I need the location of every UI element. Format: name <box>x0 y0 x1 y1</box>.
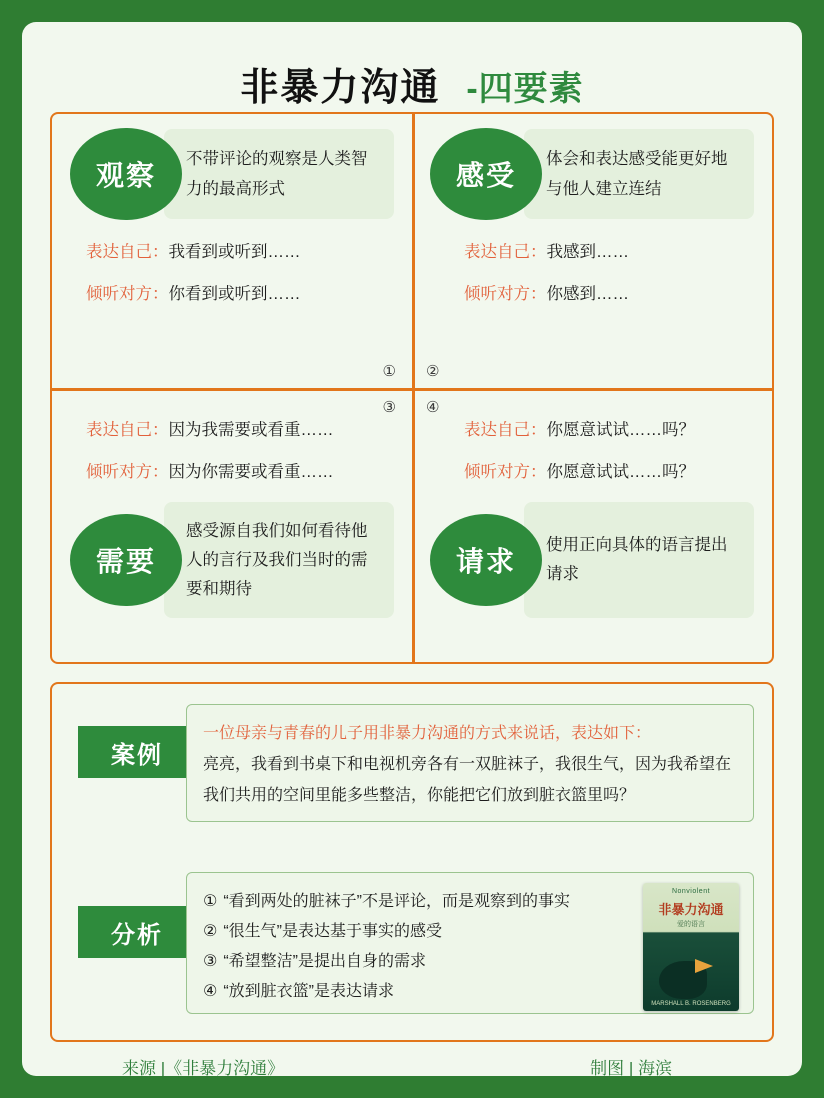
case-flag-label: 案例 <box>78 726 196 778</box>
quadrant-request <box>412 388 772 662</box>
feeling-self-label: 表达自己： <box>464 243 547 261</box>
need-other-label: 倾听对方： <box>86 463 169 481</box>
case-panel <box>186 704 754 822</box>
analysis-item-text: “看到两处的脏袜子”不是评论，而是观察到的事实 <box>223 893 571 910</box>
analysis-panel <box>186 872 754 1014</box>
feeling-other-text: 你感到…… <box>546 285 629 303</box>
request-self-label: 表达自己： <box>464 421 547 439</box>
request-header <box>430 502 754 618</box>
case-lead-text: 一位母亲与青春的儿子用非暴力沟通的方式来说话，表达如下： <box>203 725 652 742</box>
request-keyword-bubble: 请求 <box>430 514 542 606</box>
analysis-item-index: ③ <box>203 953 218 970</box>
request-other-label: 倾听对方： <box>464 463 547 481</box>
need-other-text: 因为你需要或看重…… <box>168 463 334 481</box>
case-body-text: 亮亮，我看到书桌下和电视机旁各有一双脏袜子，我很生气，因为我希望在我们共用的空间里能多些整洁，你能把它们放到脏衣篮里吗？ <box>203 756 732 804</box>
observation-self-label: 表达自己： <box>86 243 169 261</box>
analysis-item-text: “很生气”是表达基于事实的感受 <box>223 923 443 940</box>
request-other-line <box>464 458 754 486</box>
request-phrases <box>430 416 754 486</box>
footer-source: 来源 |《非暴力沟通》 <box>122 1059 285 1076</box>
analysis-item-index: ② <box>203 923 218 940</box>
request-self-line <box>464 416 754 444</box>
example-analysis-box <box>50 682 774 1042</box>
observation-header <box>70 128 394 220</box>
feeling-description: 体会和表达感受能更好地与他人建立连结 <box>524 129 754 219</box>
need-header <box>70 502 394 618</box>
quadrant-number-3: ③ <box>382 399 396 416</box>
title-sub: -四要素 <box>466 70 584 108</box>
analysis-item-index: ④ <box>203 983 218 1000</box>
need-description: 感受源自我们如何看待他人的言行及我们当时的需要和期待 <box>164 502 394 618</box>
quadrant-need <box>52 388 412 662</box>
feeling-header <box>430 128 754 220</box>
observation-other-text: 你看到或听到…… <box>168 285 301 303</box>
four-elements-grid <box>50 112 774 664</box>
need-self-line <box>86 416 394 444</box>
quadrant-number-4: ④ <box>426 399 440 416</box>
quadrant-number-2: ② <box>426 363 440 380</box>
need-self-text: 因为我需要或看重…… <box>168 421 334 439</box>
book-title-cn: 非暴力沟通 <box>658 902 724 917</box>
observation-description: 不带评论的观察是人类智力的最高形式 <box>164 129 394 219</box>
observation-other-label: 倾听对方： <box>86 285 169 303</box>
feeling-self-line <box>464 238 754 266</box>
observation-other-line <box>86 280 394 308</box>
analysis-flag-label: 分析 <box>78 906 196 958</box>
analysis-item-text: “放到脏衣篮”是表达请求 <box>223 983 395 1000</box>
book-line1: Nonviolent <box>671 888 711 895</box>
quadrant-number-1: ① <box>382 363 396 380</box>
feeling-self-text: 我感到…… <box>546 243 629 261</box>
need-self-label: 表达自己： <box>86 421 169 439</box>
footer-credit: 制图 | 海滨 <box>590 1059 672 1076</box>
need-other-line <box>86 458 394 486</box>
quadrant-observation <box>52 114 412 388</box>
request-other-text: 你愿意试试……吗？ <box>546 463 695 481</box>
need-keyword-bubble: 需要 <box>70 514 182 606</box>
book-cover-image <box>643 883 739 1011</box>
page-title <box>22 56 802 111</box>
bird-beak-icon <box>695 959 713 973</box>
feeling-other-line <box>464 280 754 308</box>
analysis-item-text: “希望整洁”是提出自身的需求 <box>223 953 427 970</box>
feeling-phrases <box>430 238 754 308</box>
book-subtitle-cn: 爱的语言 <box>677 921 705 928</box>
analysis-item-index: ① <box>203 893 218 910</box>
observation-self-line <box>86 238 394 266</box>
request-self-text: 你愿意试试……吗？ <box>546 421 695 439</box>
feeling-keyword-bubble: 感受 <box>430 128 542 220</box>
observation-keyword-bubble: 观察 <box>70 128 182 220</box>
quadrant-feeling <box>412 114 772 388</box>
request-description: 使用正向具体的语言提出请求 <box>524 502 754 618</box>
title-main: 非暴力沟通 <box>240 67 441 109</box>
feeling-other-label: 倾听对方： <box>464 285 547 303</box>
need-phrases <box>70 416 394 486</box>
book-bottom-text: MARSHALL B. ROSENBERG <box>651 1001 731 1007</box>
observation-phrases <box>70 238 394 308</box>
poster-card <box>22 22 802 1076</box>
observation-self-text: 我看到或听到…… <box>168 243 301 261</box>
